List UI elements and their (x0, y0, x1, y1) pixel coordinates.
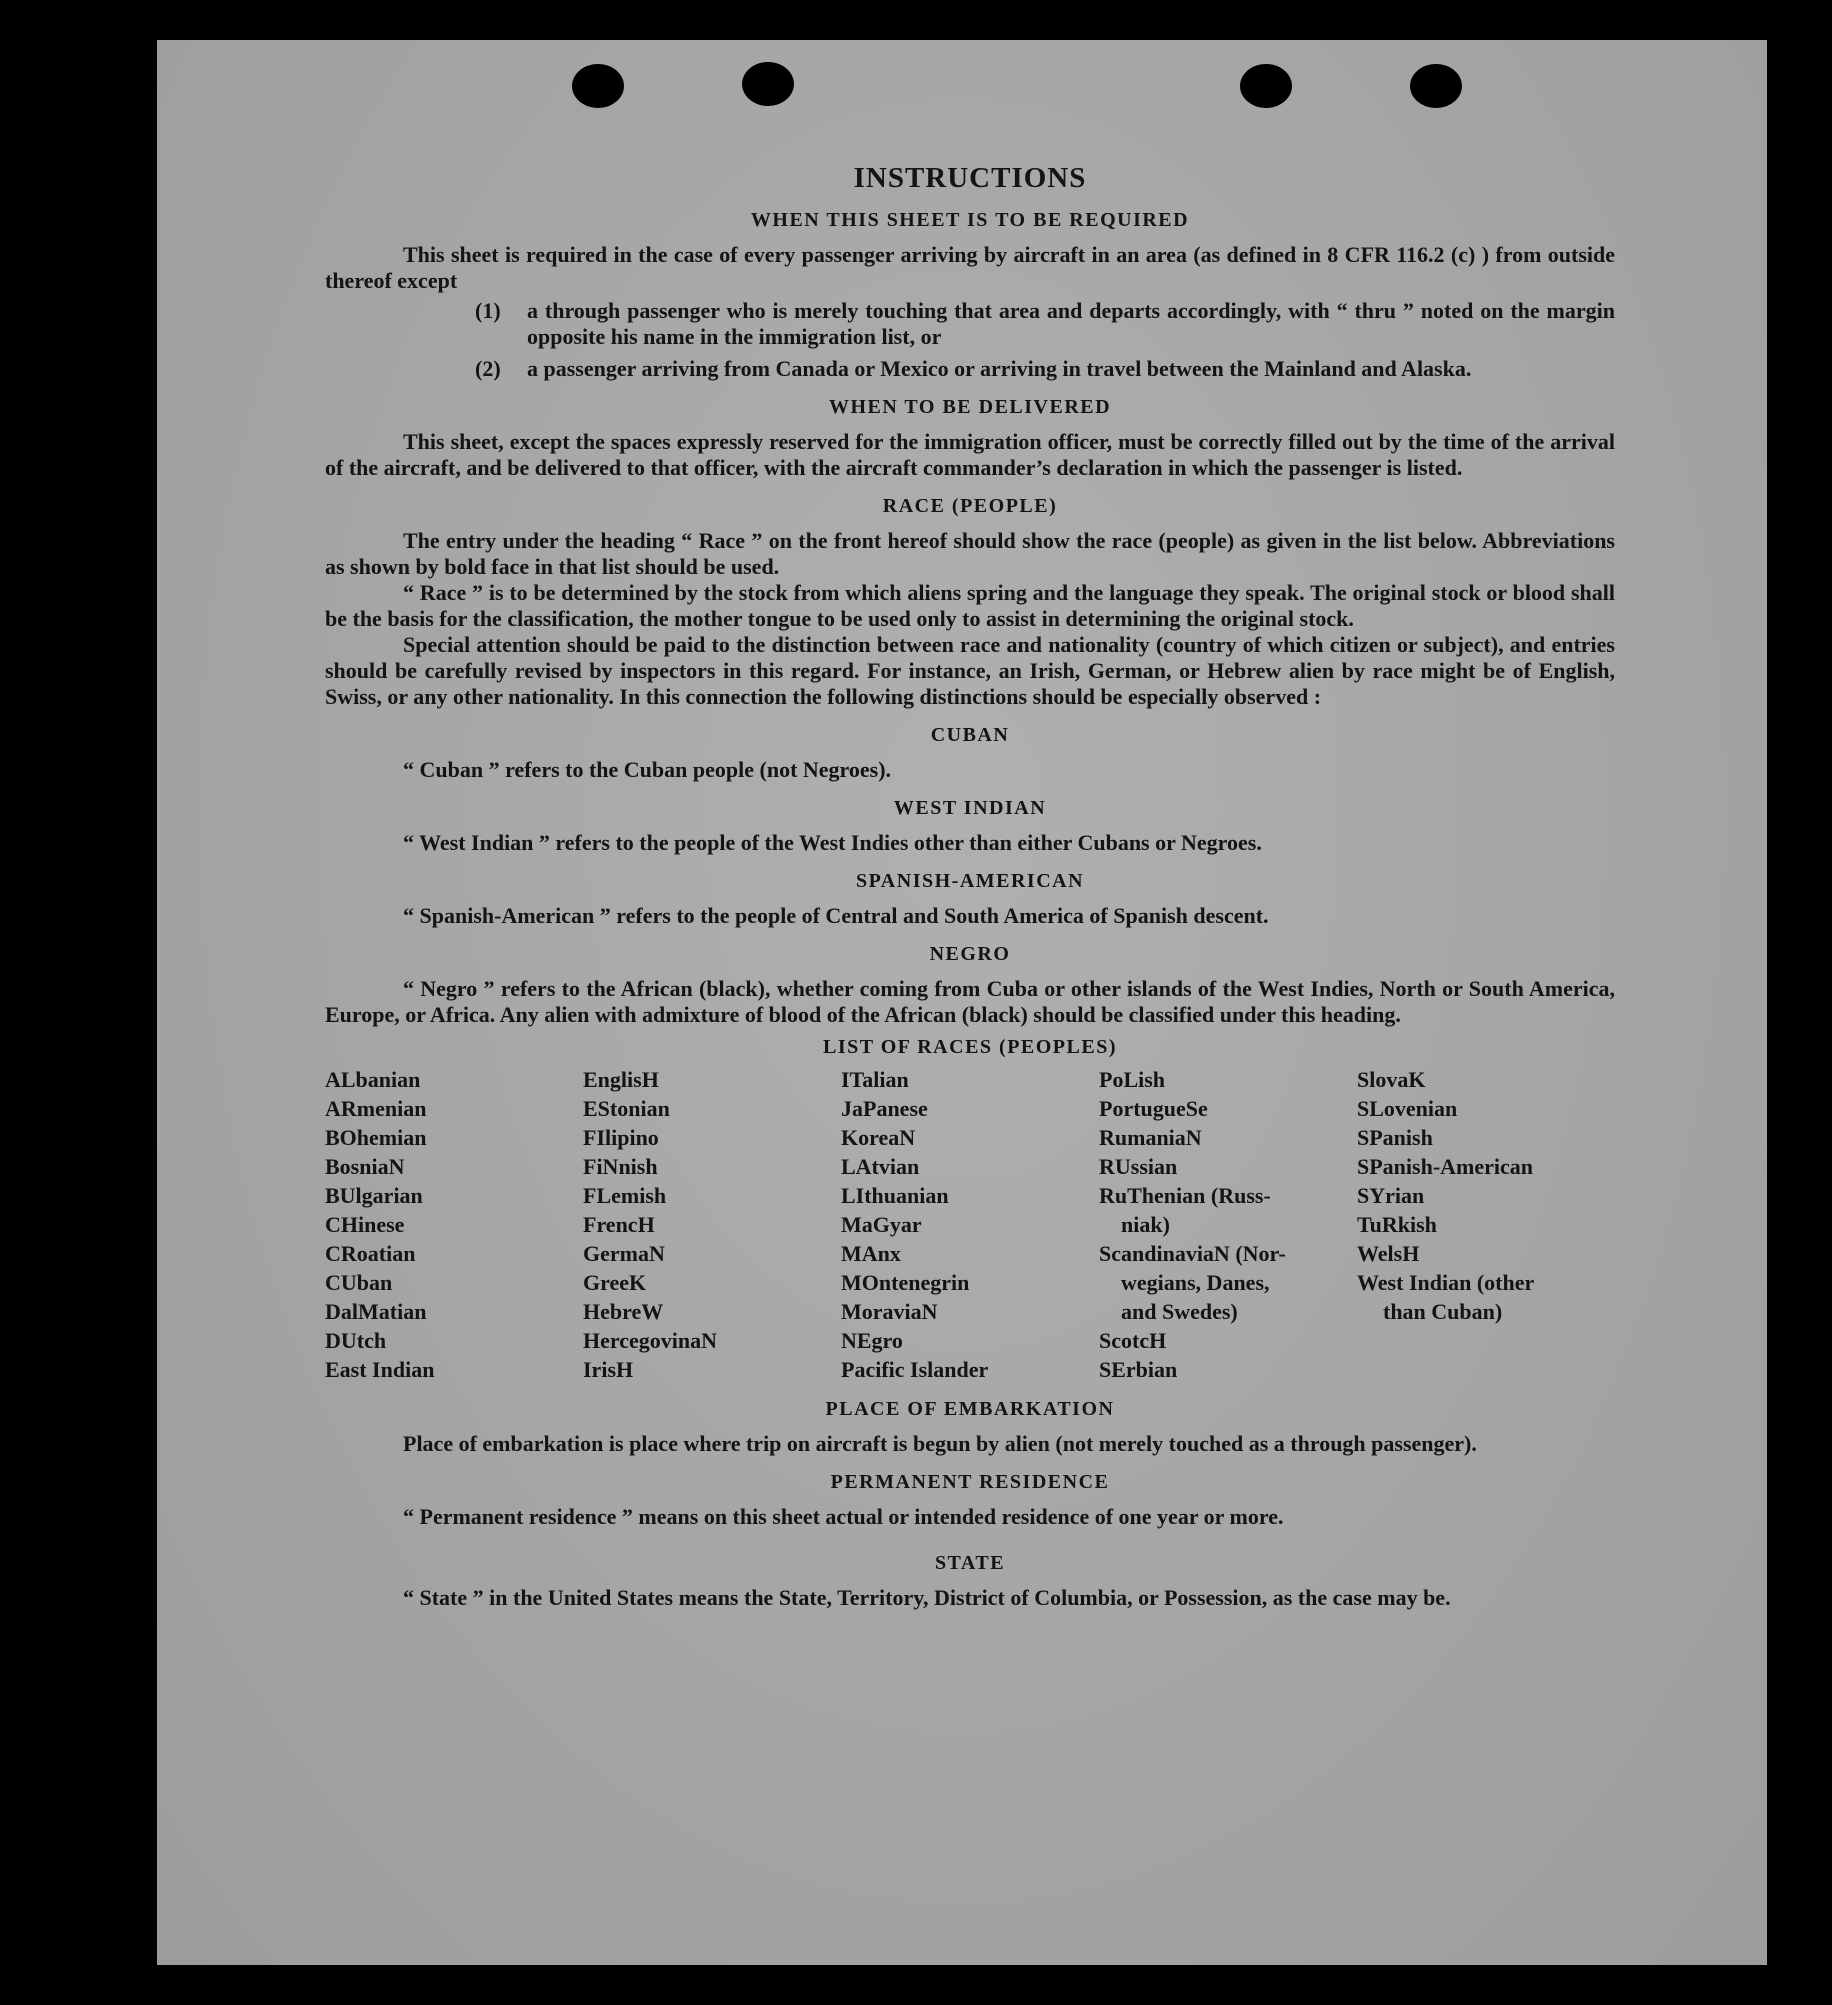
race-entry: East Indian (325, 1357, 435, 1382)
race-entry: GermaN (583, 1241, 665, 1266)
race-entry: RumaniaN (1099, 1125, 1202, 1150)
race-entry: SYrian (1357, 1183, 1425, 1208)
race-entry: BOhemian (325, 1125, 427, 1150)
race-entry: SlovaK (1357, 1067, 1426, 1092)
item-number: (2) (475, 356, 501, 381)
race-entry: FrencH (583, 1212, 655, 1237)
race-entry: ScotcH (1099, 1328, 1167, 1353)
list-item (475, 356, 1615, 382)
race-entry: MOntenegrin (841, 1270, 970, 1295)
race-entry: CUban (325, 1270, 393, 1295)
race-entry: BUlgarian (325, 1183, 423, 1208)
race-entry: BosniaN (325, 1154, 405, 1179)
race-entry: KoreaN (841, 1125, 916, 1150)
section-heading: WHEN THIS SHEET IS TO BE REQUIRED (750, 209, 1190, 231)
race-entry: FiNnish (583, 1154, 658, 1179)
paragraph: “ State ” in the United States means the State, Territory, District of Columbia, or Possession, as the case may be. (403, 1585, 1451, 1610)
race-entry: ScandinaviaN (Nor- (1099, 1241, 1286, 1266)
paragraph: Place of embarkation is place where trip on aircraft is begun by alien (not merely touched as a through passenger). (403, 1431, 1477, 1456)
item-number: (1) (475, 298, 501, 323)
paragraph: The entry under the heading “ Race ” on the front hereof should show the race (people) as given in the list below. Abbreviations as shown by bold face in that list should be used. (325, 528, 1615, 579)
paragraph: “ West Indian ” refers to the people of the West Indies other than either Cubans or Negroes. (403, 830, 1262, 855)
page-title: INSTRUCTIONS (853, 162, 1087, 194)
race-column (1357, 1065, 1615, 1384)
section-heading: WHEN TO BE DELIVERED (828, 396, 1112, 418)
race-entry: SErbian (1099, 1357, 1178, 1382)
race-entry: EStonian (583, 1096, 670, 1121)
paragraph: “ Cuban ” refers to the Cuban people (not Negroes). (403, 757, 892, 782)
section-heading: NEGRO (929, 943, 1011, 965)
race-entry: niak) (1121, 1212, 1170, 1237)
race-entry: MoraviaN (841, 1299, 938, 1324)
race-entry: ITalian (841, 1067, 909, 1092)
race-entry: RuThenian (Russ- (1099, 1183, 1271, 1208)
race-entry: JaPanese (841, 1096, 928, 1121)
race-entry: TuRkish (1357, 1212, 1437, 1237)
race-entry: wegians, Danes, (1121, 1270, 1270, 1295)
punch-hole (1410, 64, 1462, 108)
section-heading: SPANISH-AMERICAN (855, 870, 1085, 892)
race-entry: Pacific Islander (841, 1357, 989, 1382)
race-entry: IrisH (583, 1357, 634, 1382)
race-entry: ALbanian (325, 1067, 421, 1092)
race-entry: FLemish (583, 1183, 667, 1208)
race-entry: SPanish (1357, 1125, 1433, 1150)
race-entry: FIlipino (583, 1125, 659, 1150)
race-entry: HebreW (583, 1299, 664, 1324)
race-entry: CHinese (325, 1212, 405, 1237)
section-heading: LIST OF RACES (PEOPLES) (822, 1036, 1117, 1058)
race-entry: GreeK (583, 1270, 647, 1295)
race-entry: WelsH (1357, 1241, 1420, 1266)
instructions-content (325, 162, 1615, 1611)
paragraph: This sheet, except the spaces expressly reserved for the immigration officer, must be correctly filled out by the time of the arrival of the aircraft, and be delivered to that officer, with the aircraft commander’s declaration in which the passenger is listed. (325, 429, 1615, 480)
section-heading: CUBAN (930, 724, 1010, 746)
race-entry: RUssian (1099, 1154, 1178, 1179)
race-list (325, 1065, 1615, 1384)
item-text: a passenger arriving from Canada or Mexico or arriving in travel between the Mainland and Alaska. (527, 356, 1472, 381)
race-entry: MAnx (841, 1241, 901, 1266)
punch-hole (742, 62, 794, 106)
race-entry: West Indian (other (1357, 1270, 1535, 1295)
section-heading: PLACE OF EMBARKATION (825, 1398, 1115, 1420)
race-entry: SLovenian (1357, 1096, 1458, 1121)
race-entry: PoLish (1099, 1067, 1166, 1092)
race-entry: and Swedes) (1121, 1299, 1238, 1324)
race-column (841, 1065, 1099, 1384)
race-entry: DUtch (325, 1328, 387, 1353)
race-column (325, 1065, 583, 1384)
punch-hole (1240, 64, 1292, 108)
paragraph: Special attention should be paid to the distinction between race and nationality (country of which citizen or subject), and entries should be carefully revised by inspectors in this regard. For instance, an Irish, German, or Hebrew alien by race might be of English, Swiss, or any other nationality. In this connection the following distinctions should be especially observed : (325, 632, 1615, 709)
race-entry: HercegovinaN (583, 1328, 718, 1353)
race-column (1099, 1065, 1357, 1384)
document-page (157, 40, 1767, 1965)
paragraph: “ Negro ” refers to the African (black), whether coming from Cuba or other islands of the West Indies, North or South America, Europe, or Africa. Any alien with admixture of blood of the African (black) should be classified under this heading. (325, 976, 1615, 1027)
race-entry: NEgro (841, 1328, 903, 1353)
paragraph: “ Race ” is to be determined by the stock from which aliens spring and the language they speak. The original stock or blood shall be the basis for the classification, the mother tongue to be used only to assist in determining the original stock. (325, 580, 1615, 631)
race-entry: LIthuanian (841, 1183, 949, 1208)
paragraph: “ Permanent residence ” means on this sheet actual or intended residence of one year or more. (403, 1504, 1284, 1529)
section-heading: WEST INDIAN (893, 797, 1047, 819)
race-entry: DalMatian (325, 1299, 427, 1324)
race-entry: SPanish-American (1357, 1154, 1533, 1179)
list-item (475, 298, 1615, 350)
paragraph: “ Spanish-American ” refers to the people of Central and South America of Spanish descent. (403, 903, 1269, 928)
race-entry: MaGyar (841, 1212, 922, 1237)
race-entry: LAtvian (841, 1154, 920, 1179)
section-heading: STATE (934, 1552, 1006, 1574)
race-entry: than Cuban) (1383, 1299, 1503, 1324)
race-entry: EnglisH (583, 1067, 659, 1092)
paragraph: This sheet is required in the case of every passenger arriving by aircraft in an area (as defined in 8 CFR 116.2 (c) ) from outside thereof except (325, 242, 1615, 293)
section-heading: RACE (PEOPLE) (882, 495, 1058, 517)
punch-hole (572, 64, 624, 108)
race-entry: PortugueSe (1099, 1096, 1208, 1121)
section-heading: PERMANENT RESIDENCE (830, 1471, 1110, 1493)
race-entry: CRoatian (325, 1241, 416, 1266)
item-text: a through passenger who is merely touching that area and departs accordingly, with “ thru ” noted on the margin opposite his name in the immigration list, or (527, 298, 1615, 349)
race-entry: ARmenian (325, 1096, 427, 1121)
race-column (583, 1065, 841, 1384)
